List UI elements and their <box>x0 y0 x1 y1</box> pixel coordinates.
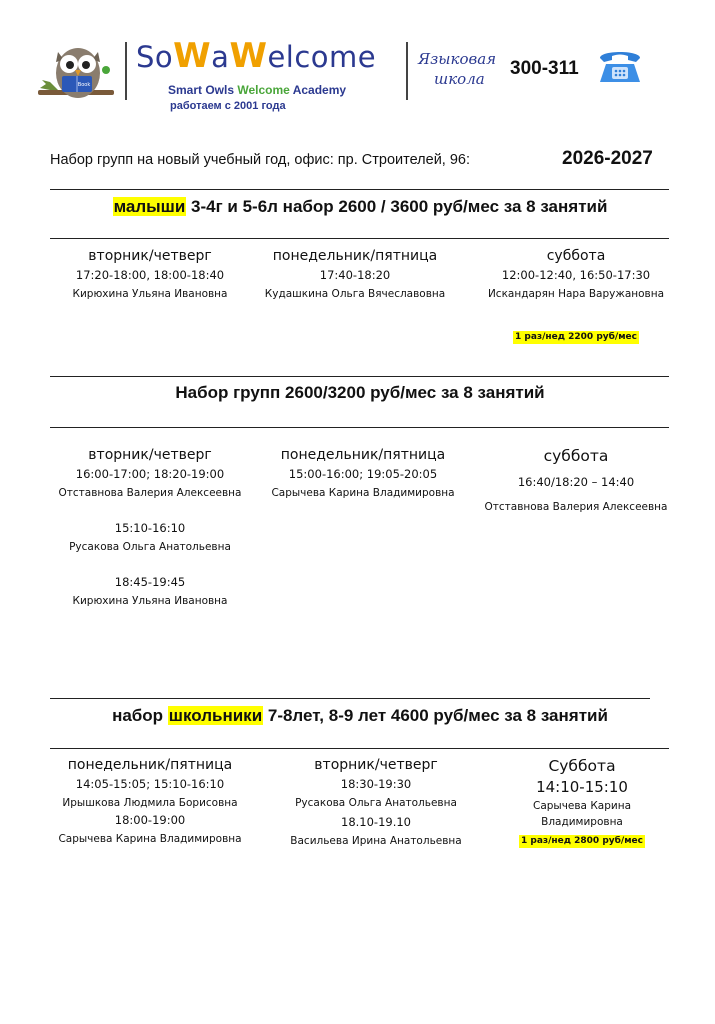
divider <box>50 376 669 377</box>
owl-logo-icon <box>36 40 122 102</box>
teacher-name: Кирюхина Ульяна Ивановна <box>72 288 228 300</box>
teacher-name: Владимировна <box>541 816 623 828</box>
price-note: 1 раз/нед 2800 руб/мес <box>520 836 643 846</box>
schedule-column-saturday <box>478 247 674 344</box>
price-note: 1 раз/нед 2200 руб/мес <box>514 332 637 342</box>
brand-part-so: So <box>136 40 174 74</box>
schedule-column-tue-thu <box>50 446 250 611</box>
section-title-prefix: набор <box>112 706 168 725</box>
day-label: понедельник/пятница <box>280 447 446 463</box>
time-slot: 14:10-15:10 <box>536 778 628 796</box>
owl-book-label: Book <box>77 82 91 88</box>
phone-number[interactable]: 300-311 <box>510 58 579 79</box>
day-label: Суббота <box>548 757 616 775</box>
schedule-column-tue-thu <box>50 247 250 304</box>
academic-year: 2026-2027 <box>562 148 653 169</box>
teacher-name: Ирышкова Людмила Борисовна <box>62 797 238 809</box>
brand-part-a: a <box>211 40 230 74</box>
teacher-name: Русакова Ольга Анатольевна <box>295 797 457 809</box>
brand-sub-part-3: Academy <box>289 83 347 97</box>
day-label: вторник/четверг <box>88 447 212 463</box>
school-label-line2: школа <box>434 70 485 88</box>
divider <box>50 748 669 749</box>
divider <box>50 238 669 239</box>
telephone-icon <box>596 46 644 86</box>
time-slot: 17:20-18:00, 18:00-18:40 <box>75 268 225 282</box>
section-title-schoolchildren <box>40 706 680 726</box>
divider <box>50 189 669 190</box>
teacher-name: Сарычева Карина Владимировна <box>271 487 455 499</box>
section-title-highlight: школьники <box>168 706 263 725</box>
schedule-column-mon-fri <box>250 247 460 304</box>
divider <box>50 427 669 428</box>
brand-part-elcome: elcome <box>267 40 377 74</box>
time-slot: 18:45-19:45 <box>114 575 186 589</box>
header-divider-right <box>406 42 408 100</box>
brand-since: работаем с 2001 года <box>170 100 286 112</box>
brand-part-w1: W <box>173 36 212 76</box>
intro-text: Набор групп на новый учебный год, офис: пр. Строителей, 96: <box>50 152 471 168</box>
day-label: суббота <box>546 248 606 264</box>
brand-sub-part-1: Smart Owls <box>168 83 238 97</box>
day-label: вторник/четверг <box>314 757 438 773</box>
time-slot: 18:30-19:30 <box>340 777 412 791</box>
time-slot: 16:00-17:00; 18:20-19:00 <box>75 467 225 481</box>
day-label: суббота <box>543 447 609 465</box>
school-label-line1: Языковая <box>418 50 497 68</box>
time-slot: 16:40/18:20 – 14:40 <box>517 475 635 489</box>
teacher-name: Отставнова Валерия Алексеевна <box>58 487 242 499</box>
time-slot: 17:40-18:20 <box>319 268 391 282</box>
teacher-name: Искандарян Нара Варужановна <box>487 288 665 300</box>
time-slot: 14:05-15:05; 15:10-16:10 <box>75 777 225 791</box>
time-slot: 15:10-16:10 <box>114 521 186 535</box>
brand-sub-part-2: Welcome <box>237 83 290 97</box>
teacher-name: Кирюхина Ульяна Ивановна <box>72 595 228 607</box>
schedule-column-saturday <box>478 446 674 517</box>
schedule-column-tue-thu <box>276 756 476 851</box>
teacher-name: Сарычева Карина <box>532 800 632 812</box>
day-label: понедельник/пятница <box>67 757 233 773</box>
section-title-toddlers <box>40 197 680 217</box>
time-slot: 18.10-19.10 <box>341 815 411 829</box>
teacher-name: Сарычева Карина Владимировна <box>58 833 242 845</box>
section-title-highlight: малыши <box>113 197 186 216</box>
section-title-groups: Набор групп 2600/3200 руб/мес за 8 занятий <box>175 383 545 402</box>
time-slot: 12:00-12:40, 16:50-17:30 <box>501 268 651 282</box>
time-slot: 15:00-16:00; 19:05-20:05 <box>288 467 438 481</box>
teacher-name: Васильева Ирина Анатольевна <box>290 835 462 847</box>
day-label: вторник/четверг <box>88 248 212 264</box>
teacher-name: Русакова Ольга Анатольевна <box>69 541 231 553</box>
section-title-text: 3-4г и 5-6л набор 2600 / 3600 руб/мес за 8 занятий <box>186 197 608 216</box>
divider <box>50 698 650 699</box>
time-slot: 18:00-19:00 <box>114 813 186 827</box>
section-title-text: 7-8лет, 8-9 лет 4600 руб/мес за 8 занятий <box>263 706 608 725</box>
teacher-name: Отставнова Валерия Алексеевна <box>484 501 668 513</box>
day-label: понедельник/пятница <box>272 248 438 264</box>
brand-part-w2: W <box>229 36 268 76</box>
header-divider-left <box>125 42 127 100</box>
brand-subtitle <box>168 83 346 97</box>
schedule-column-mon-fri <box>50 756 250 851</box>
schedule-column-mon-fri <box>258 446 468 503</box>
teacher-name: Кудашкина Ольга Вячеславовна <box>264 288 446 300</box>
brand-logo-text <box>136 36 376 76</box>
schedule-column-saturday <box>492 756 672 848</box>
